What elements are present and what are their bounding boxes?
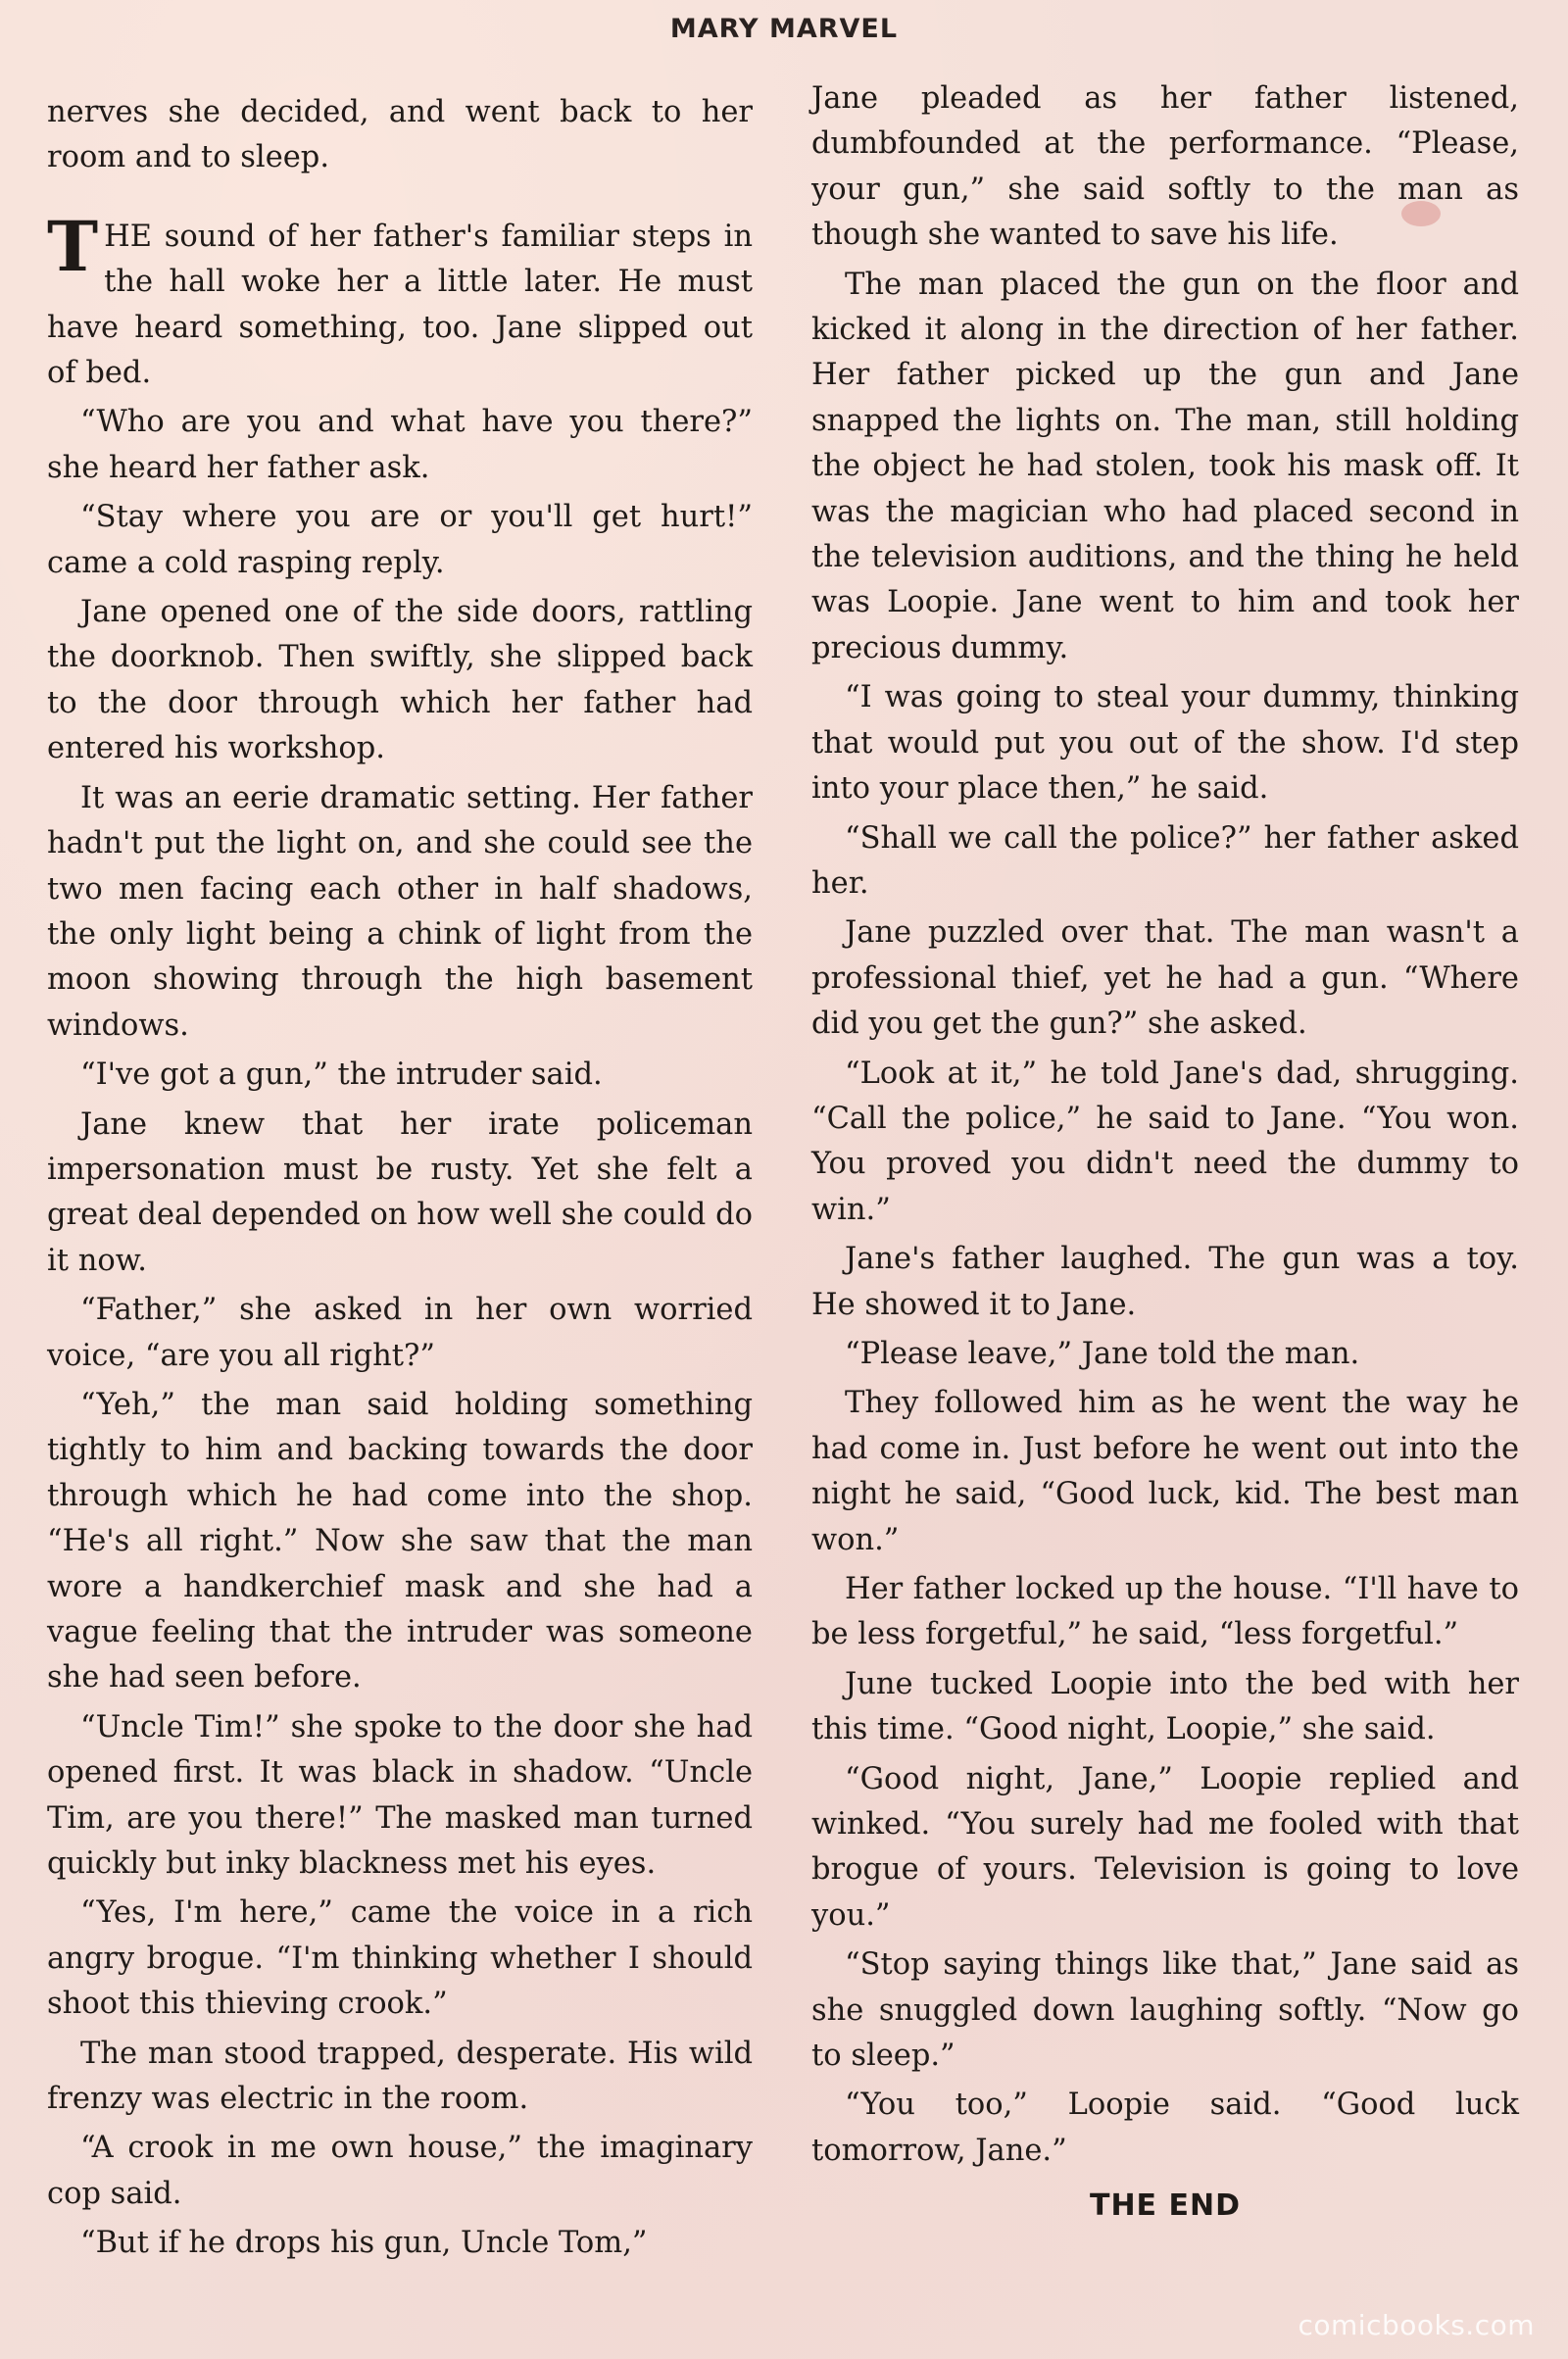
paragraph: Jane puzzled over that. The man wasn't a professional thief, yet he had a gun. “Where did you get the gun?” she asked.	[811, 915, 1519, 1042]
site-watermark: comicbooks.com	[1298, 2309, 1535, 2341]
paragraph: “Father,” she asked in her own worried voice, “are you all right?”	[47, 1293, 753, 1373]
paragraph: “Who are you and what have you there?” she heard her father ask.	[47, 405, 753, 485]
paragraph: “Stop saying things like that,” Jane said as she snuggled down laughing softly. “Now go to sleep.”	[811, 1947, 1519, 2074]
paragraph: “Uncle Tim!” she spoke to the door she had opened first. It was black in shadow. “Uncle Tim, are you there!” The masked man turned quickly but inky blackness met his eyes.	[47, 1709, 753, 1882]
paragraph: “But if he drops his gun, Uncle Tom,”	[80, 2226, 648, 2261]
paragraph: Jane knew that her irate policeman impersonation must be rusty. Yet she felt a great deal depended on how well she could do it now.	[47, 1106, 753, 1278]
paragraph: “Shall we call the police?” her father asked her.	[811, 820, 1519, 901]
right-column	[811, 76, 1519, 2230]
paragraph: “A crook in me own house,” the imaginary cop said.	[47, 2131, 753, 2211]
page-header: MARY MARVEL	[669, 14, 899, 44]
paragraph: “Look at it,” he told Jane's dad, shrugging. “Call the police,” he said to Jane. “You won. You proved you didn't need the dummy to win.”	[811, 1056, 1519, 1227]
paragraph: “Yes, I'm here,” came the voice in a rich angry brogue. “I'm thinking whether I should shoot this thieving crook.”	[47, 1895, 753, 2022]
paragraph: Her father locked up the house. “I'll have to be less forgetful,” he said, “less forgetful.”	[811, 1572, 1519, 1652]
paragraph: “Yeh,” the man said holding something tightly to him and backing towards the door through which he had come into the shop. “He's all right.” Now she saw that the man wore a handkerchief mask and she had a vague feeling that the intruder was someone she had seen before.	[47, 1387, 753, 1696]
paragraph: The man stood trapped, desperate. His wild frenzy was electric in the room.	[47, 2036, 753, 2117]
paragraph-text: HE sound of her father's familiar steps in the hall woke her a little later. He must have heard something, too. Jane slipped out of bed.	[47, 219, 753, 391]
paragraph: Jane's father laughed. The gun was a toy. He showed it to Jane.	[811, 1242, 1519, 1322]
paragraph: They followed him as he went the way he had come in. Just before he went out into the night he said, “Good luck, kid. The best man won.”	[811, 1386, 1519, 1557]
paragraph: The man placed the gun on the floor and kicked it along in the direction of her father. Her father picked up the gun and Jane snapped the lights on. The man, still holding the object he had stolen, took his mask off. It was the magician who had placed second in the television auditions, and the thing he held was Loopie. Jane went to him and took her precious dummy.	[811, 267, 1519, 665]
paragraph: Jane opened one of the side doors, rattling the doorknob. Then swiftly, she slipped back to the door through which her father had entered his workshop.	[47, 595, 753, 766]
paragraph: “I've got a gun,” the intruder said.	[80, 1057, 603, 1093]
paragraph: Jane pleaded as her father listened, dumbfounded at the performance. “Please, your gun,” she said softly to the man as though she wanted to save his life.	[811, 81, 1519, 253]
paragraph: “Good night, Jane,” Loopie replied and winked. “You surely had me fooled with that brogue of yours. Television is going to love you.”	[811, 1761, 1519, 1933]
left-column	[47, 90, 753, 2271]
paragraph: “Stay where you are or you'll get hurt!” came a cold rasping reply.	[47, 500, 753, 580]
paragraph: nerves she decided, and went back to her room and to sleep.	[47, 95, 753, 175]
paragraph: June tucked Loopie into the bed with her this time. “Good night, Loopie,” she said.	[811, 1666, 1519, 1747]
paragraph: It was an eerie dramatic setting. Her father hadn't put the light on, and she could see the two men facing each other in half shadows, the only light being a chink of light from the moon showing through the high basement windows.	[47, 780, 753, 1043]
paragraph-dropcap	[47, 205, 753, 397]
paragraph: “I was going to steal your dummy, thinking that would put you out of the show. I'd step into your place then,” he said.	[811, 680, 1519, 807]
the-end-label: THE END	[1089, 2188, 1241, 2224]
paragraph: “Please leave,” Jane told the man.	[845, 1336, 1360, 1371]
paragraph: “You too,” Loopie said. “Good luck tomorrow, Jane.”	[811, 2088, 1519, 2168]
drop-cap-letter: T	[47, 205, 99, 287]
